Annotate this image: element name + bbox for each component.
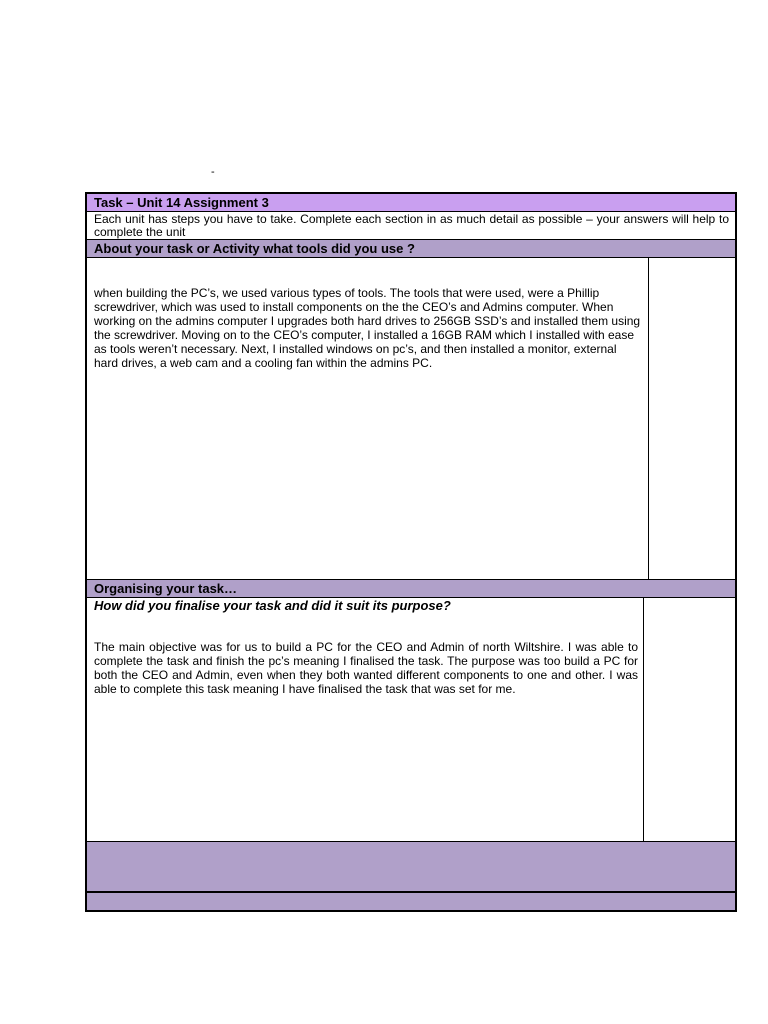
intro-row [87, 212, 735, 240]
tools-section-heading: About your task or Activity what tools did you use ? [87, 240, 735, 258]
footer-band-large [87, 842, 735, 893]
organising-answer-cell[interactable] [87, 598, 644, 841]
assignment-form [85, 192, 737, 912]
organising-question: How did you finalise your task and did it suit its purpose? [94, 598, 451, 613]
page-mark: - [211, 166, 215, 178]
tools-answer-cell[interactable] [87, 258, 649, 579]
tools-answer-row [87, 258, 735, 580]
footer-band-small [87, 893, 735, 910]
organising-section-heading: Organising your task… [87, 580, 735, 598]
form-title: Task – Unit 14 Assignment 3 [87, 194, 735, 212]
tools-answer-text: when building the PC’s, we used various types of tools. The tools that were used, were a Phillip screwdriver, which was used to install components on the the CEO’s and Admins computer. When working on the admins computer I upgrades both hard drives to 256GB SSD’s and installed them using the screwdriver. Moving on to the CEO’s computer, I installed a 16GB RAM which I installed with ease as tools weren’t necessary. Next, I installed windows on pc’s, and then installed a monitor, external hard drives, a web cam and a cooling fan within the admins PC. [94, 286, 641, 370]
organising-answer-text: The main objective was for us to build a PC for the CEO and Admin of north Wiltshire. I was able to complete the task and finish the pc’s meaning I finalised the task. The purpose was too build a PC for both the CEO and Admin, even when they both wanted different components to one and other. I was able to complete this task meaning I have finalised the task that was set for me. [94, 640, 638, 696]
intro-text: Each unit has steps you have to take. Complete each section in as much detail as possible – your answers will help to complete the unit [94, 212, 729, 239]
organising-answer-row [87, 598, 735, 842]
